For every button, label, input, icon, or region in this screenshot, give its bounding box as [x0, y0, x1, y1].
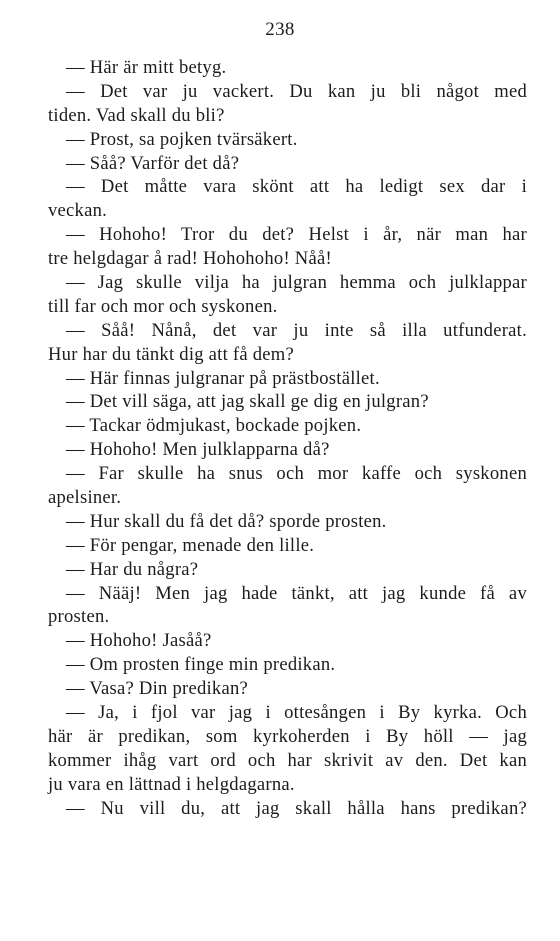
text-line: — Hur skall du få det då? sporde prosten.: [66, 510, 387, 532]
text-line: — Hohoho! Tror du det? Helst i år, när man har: [66, 224, 527, 246]
text-line: — Här finnas julgranar på prästbostället.: [66, 367, 380, 389]
text-line: tre helgdagar å rad! Hohohoho! Nåå!: [48, 248, 332, 270]
page-text: [48, 56, 527, 821]
text-line: — Såå! Nånå, det var ju inte så illa utfunderat.: [66, 319, 527, 341]
text-line: ju vara en lättnad i helgdagarna.: [48, 773, 295, 795]
text-line: — Såå? Varför det då?: [66, 152, 240, 174]
text-line: — Här är mitt betyg.: [66, 57, 227, 78]
text-line: — Det måtte vara skönt att ha ledigt sex dar i: [66, 176, 527, 198]
text-line: Hur har du tänkt dig att få dem?: [48, 343, 295, 365]
text-line: — Prost, sa pojken tvärsäkert.: [66, 128, 298, 150]
text-line: här är predikan, som kyrkoherden i By höll — jag: [48, 725, 527, 747]
text-line: — Ja, i fjol var jag i ottesången i By kyrka. Och: [66, 702, 527, 724]
text-line: — Tackar ödmjukast, bockade pojken.: [66, 415, 362, 437]
text-line: — Nääj! Men jag hade tänkt, att jag kunde få av: [66, 582, 527, 604]
text-line: — Hohoho! Men julklapparna då?: [66, 439, 330, 461]
text-line: — Det vill säga, att jag skall ge dig en julgran?: [66, 391, 429, 413]
text-line: prosten.: [48, 606, 110, 628]
text-line: till far och mor och syskonen.: [48, 295, 278, 317]
page-number: 238: [265, 19, 295, 40]
text-line: apelsiner.: [48, 487, 122, 509]
text-line: — Hohoho! Jasåå?: [66, 630, 212, 652]
text-line: — Om prosten finge min predikan.: [66, 654, 336, 676]
text-line: — Det var ju vackert. Du kan ju bli något med: [66, 80, 527, 102]
text-line: — Nu vill du, att jag skall hålla hans predikan?: [66, 797, 527, 819]
text-line: — För pengar, menade den lille.: [66, 534, 315, 556]
text-line: — Jag skulle vilja ha julgran hemma och julklappar: [66, 272, 527, 294]
text-line: veckan.: [48, 200, 108, 222]
text-line: — Har du några?: [66, 558, 199, 580]
text-line: — Far skulle ha snus och mor kaffe och syskonen: [66, 463, 527, 485]
text-line: — Vasa? Din predikan?: [66, 678, 249, 700]
text-line: tiden. Vad skall du bli?: [48, 104, 225, 126]
text-line: kommer ihåg vart ord och har skrivit av den. Det kan: [48, 749, 527, 771]
